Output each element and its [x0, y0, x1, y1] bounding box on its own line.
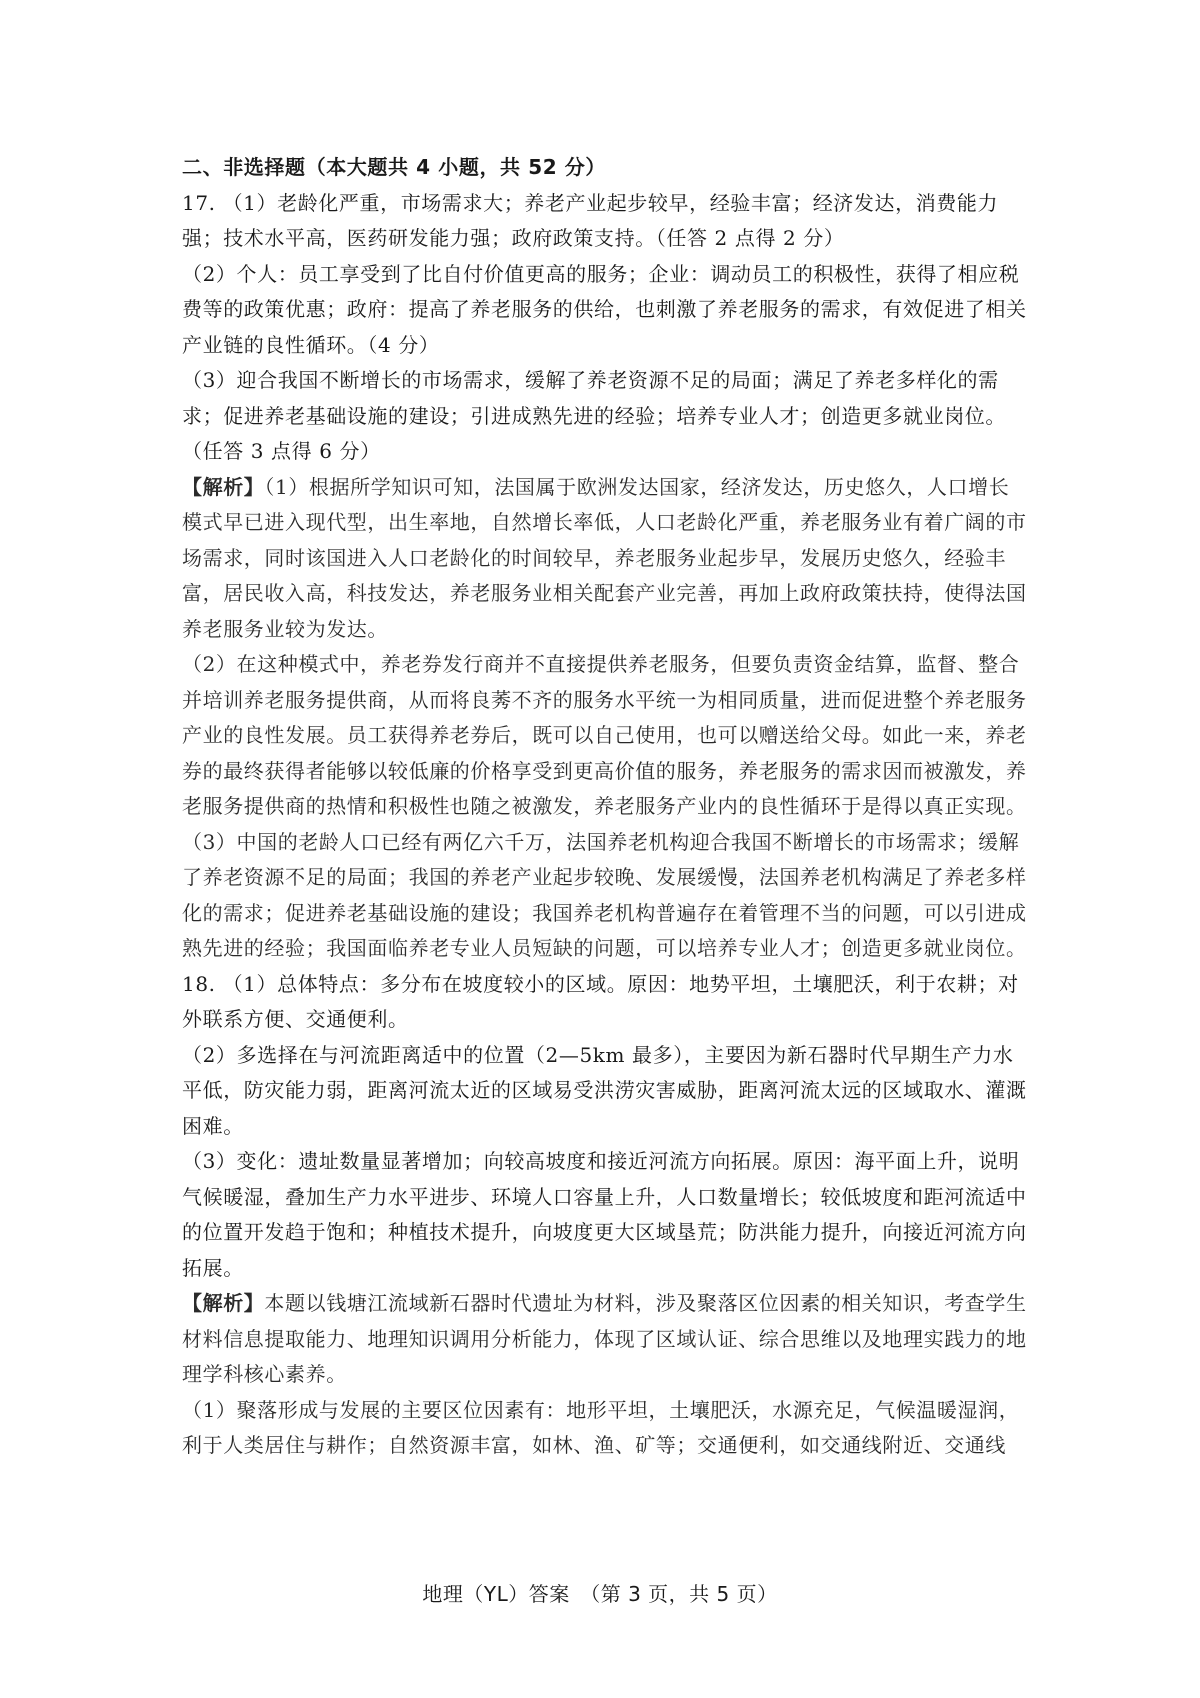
section-title: 二、非选择题（本大题共 4 小题，共 52 分） — [182, 155, 606, 179]
q17-analysis-3: （3）中国的老龄人口已经有两亿六千万，法国养老机构迎合我国不断增长的市场需求；缓解了养老资源不足的局面；我国的养老产业起步较晚、发展缓慢，法国养老机构满足了养老多样化的需求；促进养老基础设施的建设；我国养老机构普遍存在着管理不当的问题，可以引进成熟先进的经验；我国面临养老专业人员短缺的问题，可以培养专业人才；创造更多就业岗位。 — [182, 829, 1027, 960]
q18-analysis-0-text: 本题以钱塘江流域新石器时代遗址为材料，涉及聚落区位因素的相关知识，考查学生材料信息提取能力、地理知识调用分析能力，体现了区域认证、综合思维以及地理实践力的地理学科核心素养。 — [182, 1291, 1027, 1386]
q18-answer-1: 18. （1）总体特点：多分布在坡度较小的区域。原因：地势平坦，土壤肥沃，利于农耕；对外联系方便、交通便利。 — [182, 971, 1019, 1031]
answer-page — [182, 150, 1028, 1464]
q18-answer-2: （2）多选择在与河流距离适中的位置（2—5km 最多），主要因为新石器时代早期生产力水平低，防灾能力弱，距离河流太近的区域易受洪涝灾害威胁，距离河流太远的区域取水、灌溉困难。 — [182, 1042, 1027, 1138]
q17-analysis-1-text: （1）根据所学知识可知，法国属于欧洲发达国家，经济发达，历史悠久，人口增长模式早已进入现代型，出生率地，自然增长率低，人口老龄化严重，养老服务业有着广阔的市场需求，同时该国进入人口老龄化的时间较早，养老服务业起步早，发展历史悠久，经验丰富，居民收入高，科技发达，养老服务业相关配套产业完善，再加上政府政策扶持，使得法国养老服务业较为发达。 — [182, 474, 1027, 641]
analysis-tag: 【解析】 — [182, 1291, 265, 1315]
q18-analysis-0 — [182, 1286, 1028, 1393]
q17-answer-2: （2）个人：员工享受到了比自付价值更高的服务；企业：调动员工的积极性，获得了相应税费等的政策优惠；政府：提高了养老服务的供给，也刺激了养老服务的需求，有效促进了相关产业链的良性循环。（4 分） — [182, 261, 1027, 357]
q17-answer-3: （3）迎合我国不断增长的市场需求，缓解了养老资源不足的局面；满足了养老多样化的需求；促进养老基础设施的建设；引进成熟先进的经验；培养专业人才；创造更多就业岗位。（任答 3 点得 6 分） — [182, 368, 1006, 463]
analysis-tag: 【解析】 — [182, 474, 265, 499]
q17-analysis-2: （2）在这种模式中，养老券发行商并不直接提供养老服务，但要负责资金结算，监督、整合并培训养老服务提供商，从而将良莠不齐的服务水平统一为相同质量，进而促进整个养老服务产业的良性发展。员工获得养老券后，既可以自己使用，也可以赠送给父母。如此一来，养老券的最终获得者能够以较低廉的价格享受到更高价值的服务，养老服务的需求因而被激发，养老服务提供商的热情和积极性也随之被激发，养老服务产业内的良性循环于是得以真正实现。 — [182, 652, 1027, 818]
q17-answer-1: 17. （1）老龄化严重，市场需求大；养老产业起步较早，经验丰富；经济发达，消费能力强；技术水平高，医药研发能力强；政府政策支持。（任答 2 点得 2 分） — [182, 190, 999, 250]
q18-answer-3: （3）变化：遗址数量显著增加；向较高坡度和接近河流方向拓展。原因：海平面上升，说明气候暖湿，叠加生产力水平进步、环境人口容量上升，人口数量增长；较低坡度和距河流适中的位置开发趋于饱和；种植技术提升，向坡度更大区域垦荒；防洪能力提升，向接近河流方向拓展。 — [182, 1149, 1027, 1280]
q17-analysis-1 — [182, 470, 1028, 648]
page-footer: 地理（YL）答案 （第 3 页，共 5 页） — [422, 1582, 778, 1606]
q18-analysis-1: （1）聚落形成与发展的主要区位因素有：地形平坦，土壤肥沃，水源充足，气候温暖湿润，利于人类居住与耕作；自然资源丰富，如林、渔、矿等；交通便利，如交通线附近、交通线 — [182, 1397, 1020, 1457]
